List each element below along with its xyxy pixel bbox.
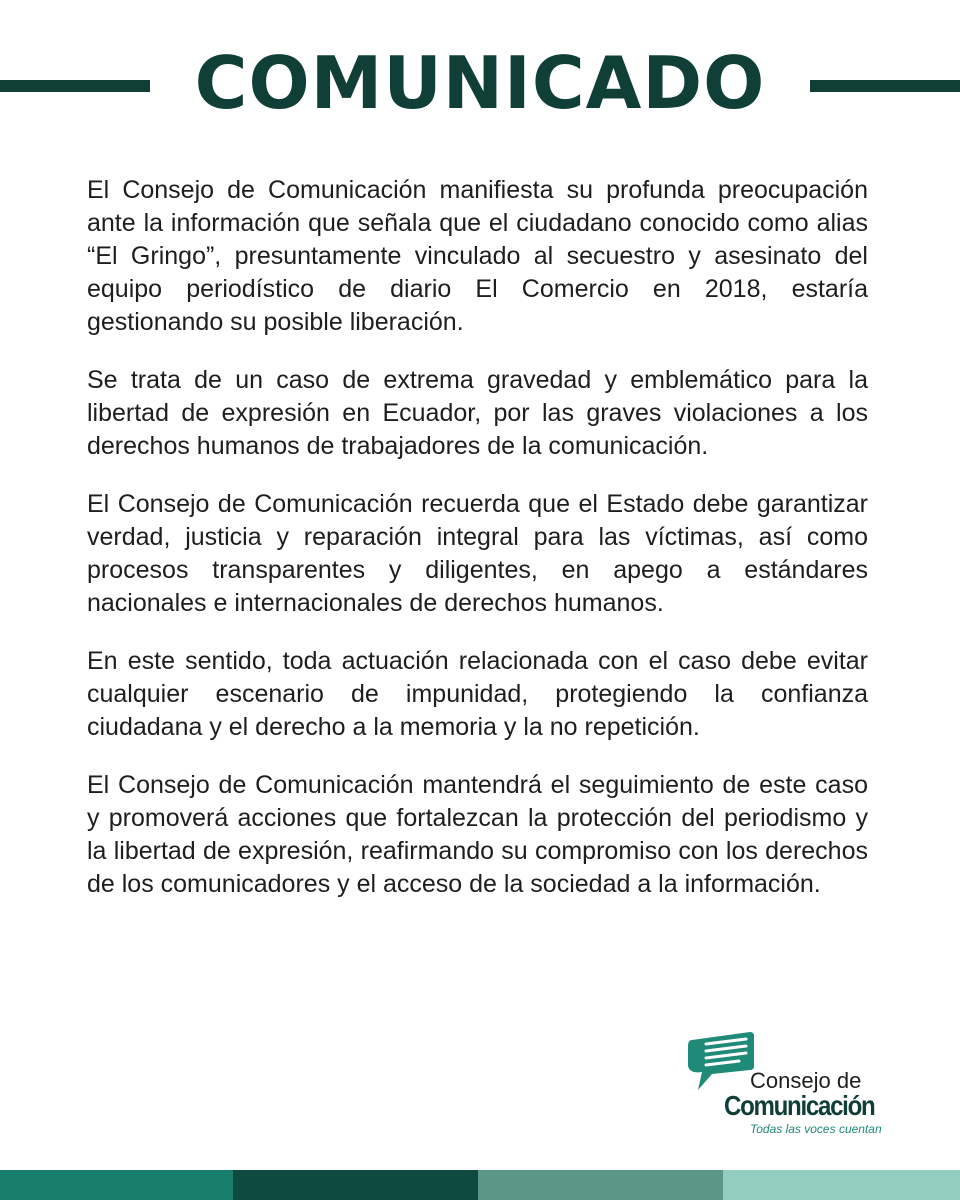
logo-tagline: Todas las voces cuentan: [750, 1122, 882, 1136]
footer-segment-2: [233, 1170, 478, 1200]
logo-line-2: Comunicación: [724, 1090, 875, 1121]
paragraph-3: El Consejo de Comunicación recuerda que el Estado debe garantizar verdad, justicia y reparación integral para las víctimas, así como procesos transparentes y diligentes, en apego a estándares nacionales e internacionales de derechos humanos.: [87, 490, 868, 617]
footer-segment-4: [723, 1170, 960, 1200]
footer-color-bar: [0, 1170, 960, 1200]
paragraph-1: El Consejo de Comunicación manifiesta su profunda preocupación ante la información que señala que el ciudadano conocido como alias “El Gringo”, presuntamente vinculado al secuestro y asesinato del equipo periodístico de diario El Comercio en 2018, estaría gestionando su posible liberación.: [87, 176, 868, 336]
logo-line-1: Consejo de: [750, 1068, 862, 1093]
consejo-logo: [684, 1030, 884, 1140]
footer-segment-3: [478, 1170, 723, 1200]
footer-segment-1: [0, 1170, 233, 1200]
header-rule-right: [810, 80, 960, 92]
statement-body: [87, 174, 868, 926]
page-title: COMUNICADO: [194, 41, 766, 125]
header-rule-left: [0, 80, 150, 92]
paragraph-5: El Consejo de Comunicación mantendrá el seguimiento de este caso y promoverá acciones que fortalezcan la protección del periodismo y la libertad de expresión, reafirmando su compromiso con los derechos de los comunicadores y el acceso de la sociedad a la información.: [87, 771, 868, 898]
paragraph-2: Se trata de un caso de extrema gravedad y emblemático para la libertad de expresión en Ecuador, por las graves violaciones a los derechos humanos de trabajadores de la comunicación.: [87, 366, 868, 460]
paragraph-4: En este sentido, toda actuación relacionada con el caso debe evitar cualquier escenario de impunidad, protegiendo la confianza ciudadana y el derecho a la memoria y la no repetición.: [87, 647, 868, 741]
